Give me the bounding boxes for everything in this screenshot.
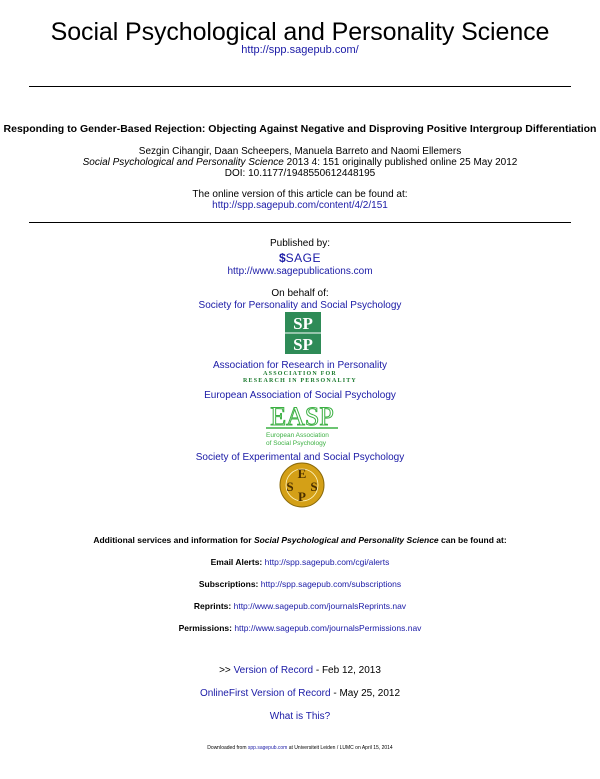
- citation-details: 2013 4: 151 originally published online 25 May 2012: [283, 157, 518, 168]
- service-email-alerts: [0, 557, 600, 567]
- org-arp-link[interactable]: Association for Research in Personality: [213, 360, 387, 371]
- org-spsp-link[interactable]: Society for Personality and Social Psychology: [198, 300, 402, 311]
- onlinefirst-line: [0, 688, 600, 699]
- what-is-this-link[interactable]: What is This?: [269, 711, 331, 722]
- service-subscriptions-link[interactable]: http://spp.sagepub.com/subscriptions: [260, 579, 402, 589]
- footer-prefix: Downloaded from: [207, 745, 248, 751]
- sesp-logo[interactable]: [279, 462, 325, 508]
- divider-middle: [29, 222, 571, 223]
- divider-top: [29, 86, 571, 87]
- service-reprints-link[interactable]: http://www.sagepub.com/journalsReprints.nav: [233, 601, 407, 611]
- publisher-url-wrap: [0, 266, 600, 277]
- article-title: Responding to Gender-Based Rejection: Objecting Against Negative and Disproving Positive Intergroup Differentiation: [3, 123, 597, 135]
- citation-journal: Social Psychological and Personality Science: [82, 157, 284, 168]
- org-easp-wrap: [0, 390, 600, 401]
- footer-suffix: at Universiteit Leiden / LUMC on April 15, 2014: [287, 745, 393, 751]
- journal-url-link[interactable]: http://spp.sagepub.com/: [241, 44, 359, 56]
- on-behalf-label: On behalf of:: [271, 288, 329, 299]
- service-permissions: [0, 623, 600, 633]
- org-easp-link[interactable]: European Association of Social Psychology: [204, 390, 396, 401]
- spsp-logo-top: SP: [293, 314, 313, 333]
- what-is-this-wrap: [0, 711, 600, 722]
- sesp-logo-e: E: [297, 466, 307, 481]
- download-footer: [0, 745, 600, 751]
- onlinefirst-link[interactable]: OnlineFirst Version of Record: [199, 688, 331, 699]
- service-label: Subscriptions:: [198, 579, 259, 589]
- journal-url-wrap: [0, 44, 600, 56]
- arp-logo-line1: ASSOCIATION FOR: [263, 371, 337, 377]
- sage-logo: [0, 249, 600, 267]
- onlinefirst-date: - May 25, 2012: [330, 688, 401, 699]
- easp-logo-sub1: European Association: [266, 432, 329, 439]
- easp-logo-sub2: of Social Psychology: [266, 440, 326, 447]
- service-label: Email Alerts:: [210, 557, 263, 567]
- version-of-record-link[interactable]: Version of Record: [233, 665, 314, 676]
- version-of-record-line: [0, 665, 600, 676]
- easp-logo-mark: EASP: [270, 402, 334, 431]
- published-by-label: Published by:: [269, 238, 331, 249]
- spsp-logo[interactable]: [285, 312, 321, 354]
- service-permissions-link[interactable]: http://www.sagepub.com/journalsPermissions.nav: [234, 623, 422, 633]
- article-citation: [0, 157, 600, 168]
- arp-logo-line2: RESEARCH IN PERSONALITY: [243, 378, 357, 384]
- online-version-url-wrap: [0, 200, 600, 211]
- sesp-logo-p: P: [298, 489, 306, 504]
- services-intro: [0, 535, 600, 545]
- org-sesp-link[interactable]: Society of Experimental and Social Psychology: [195, 452, 405, 463]
- version-of-record-date: - Feb 12, 2013: [313, 665, 381, 676]
- service-reprints: [0, 601, 600, 611]
- publisher-url-link[interactable]: http://www.sagepublications.com: [227, 266, 373, 277]
- org-arp-wrap: [0, 360, 600, 371]
- version-prefix: >>: [219, 665, 234, 676]
- article-doi: DOI: 10.1177/1948550612448195: [224, 168, 376, 179]
- footer-site-link[interactable]: spp.sagepub.com: [247, 745, 288, 751]
- org-spsp-wrap: [0, 300, 600, 311]
- service-label: Permissions:: [178, 623, 232, 633]
- spsp-logo-bottom: SP: [293, 335, 313, 354]
- journal-title: Social Psychological and Personality Science: [50, 18, 550, 46]
- service-label: Reprints:: [193, 601, 232, 611]
- article-authors: Sezgin Cihangir, Daan Scheepers, Manuela Barreto and Naomi Ellemers: [138, 146, 462, 157]
- sesp-logo-s2: S: [310, 479, 318, 494]
- easp-logo[interactable]: [262, 401, 342, 451]
- service-subscriptions: [0, 579, 600, 589]
- online-version-label: The online version of this article can be found at:: [192, 189, 408, 200]
- services-intro-journal: Social Psychological and Personality Science: [253, 535, 439, 545]
- sesp-logo-s1: S: [286, 479, 294, 494]
- services-intro-prefix: Additional services and information for: [93, 535, 254, 545]
- sage-logo-mark: $: [278, 251, 286, 265]
- services-intro-suffix: can be found at:: [438, 535, 507, 545]
- online-version-link[interactable]: http://spp.sagepub.com/content/4/2/151: [212, 200, 388, 211]
- service-email-alerts-link[interactable]: http://spp.sagepub.com/cgi/alerts: [264, 557, 390, 567]
- sage-logo-text: SAGE: [285, 251, 322, 265]
